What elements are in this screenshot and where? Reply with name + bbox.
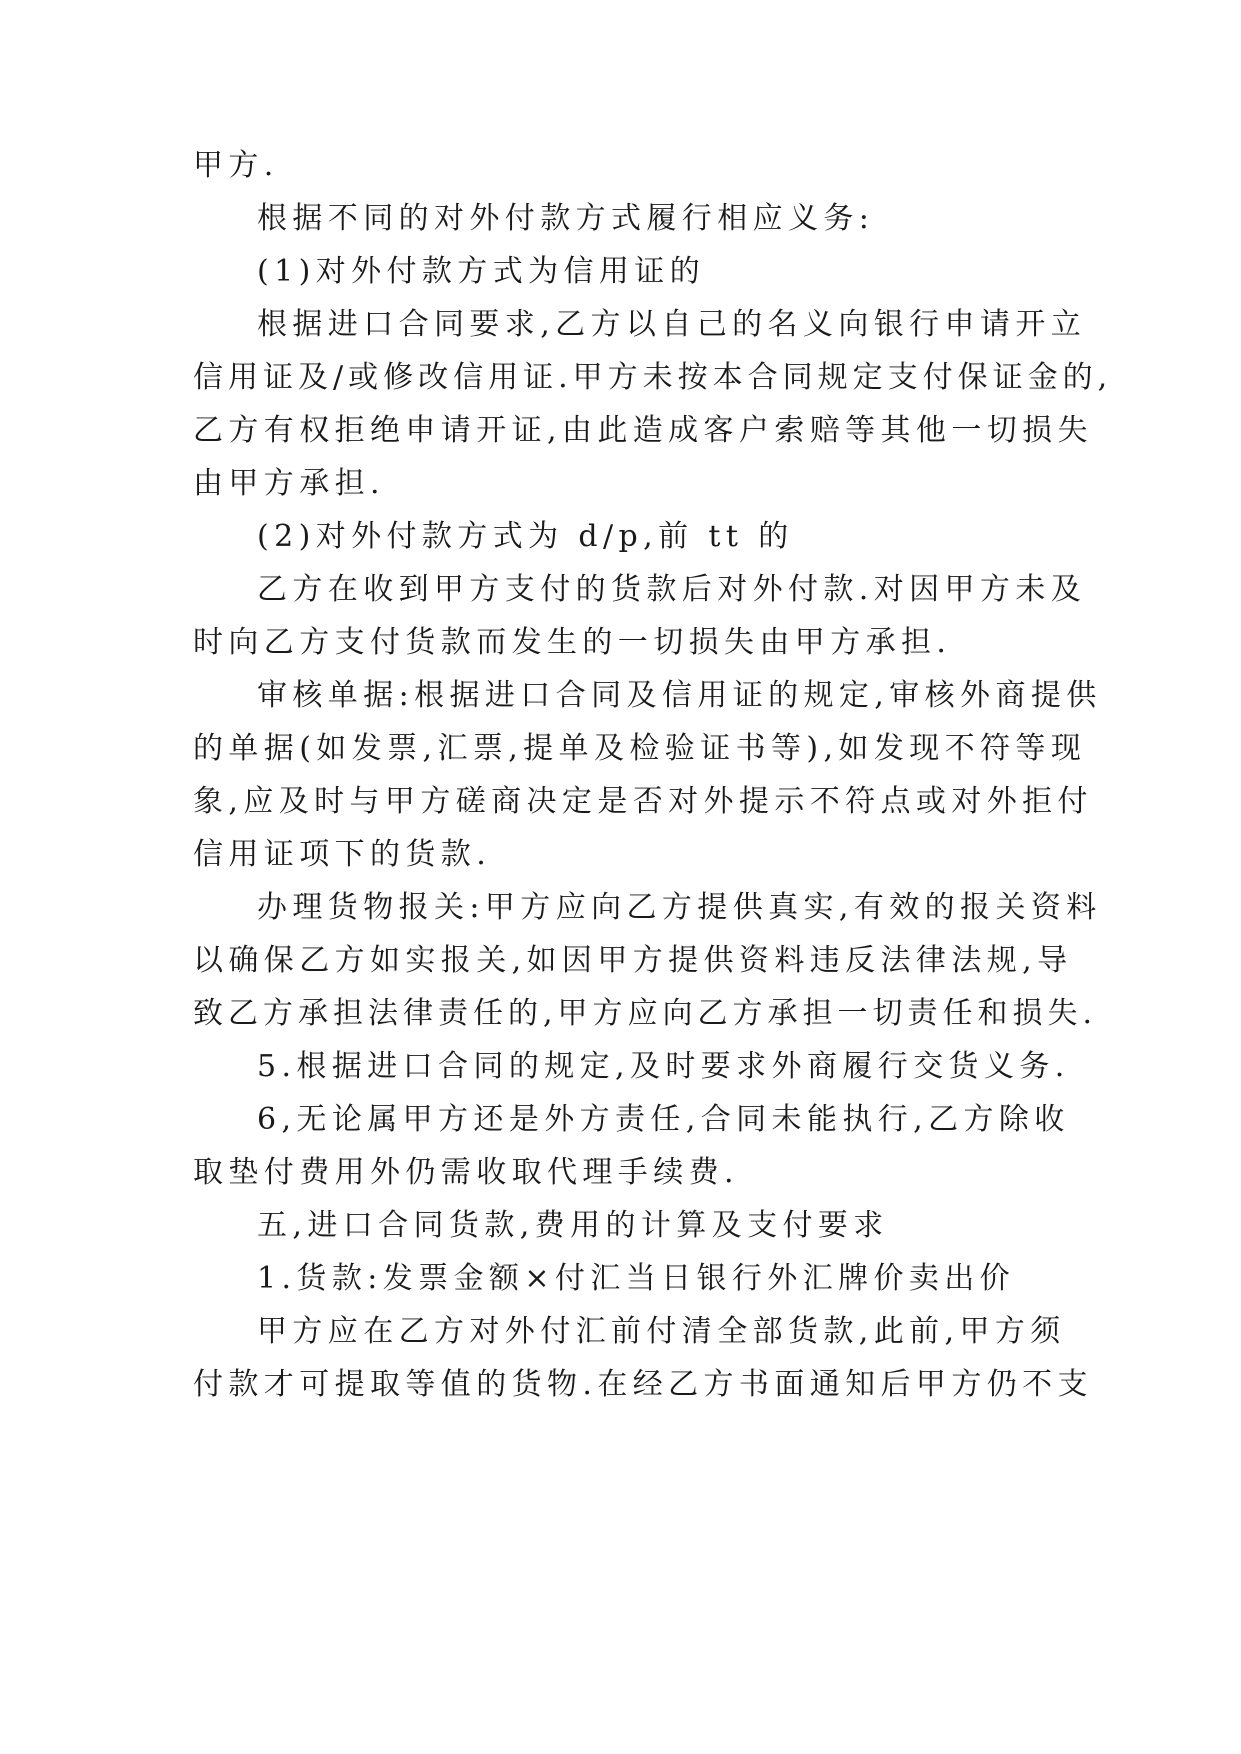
text-line: 付款才可提取等值的货物.在经乙方书面通知后甲方仍不支 [193, 1367, 1093, 1402]
text-line: 甲方. [193, 148, 279, 183]
text-line: 信用证项下的货款. [193, 837, 492, 872]
text-line: 以确保乙方如实报关,如因甲方提供资料违反法律法规,导 [193, 943, 1073, 978]
text-line: 乙方在收到甲方支付的货款后对外付款.对因甲方未及 [257, 572, 1087, 607]
text-line: 审核单据:根据进口合同及信用证的规定,审核外商提供 [257, 678, 1102, 713]
text-line: 取垫付费用外仍需收取代理手续费. [193, 1155, 739, 1190]
text-line: 致乙方承担法律责任的,甲方应向乙方承担一切责任和损失. [193, 996, 1098, 1031]
text-line: 根据不同的对外付款方式履行相应义务: [257, 201, 875, 236]
text-line: 甲方应在乙方对外付汇前付清全部货款,此前,甲方须 [257, 1314, 1066, 1349]
text-line: 根据进口合同要求,乙方以自己的名义向银行申请开立 [257, 307, 1087, 342]
text-line: 五,进口合同货款,费用的计算及支付要求 [257, 1208, 889, 1243]
text-line: 的单据(如发票,汇票,提单及检验证书等),如发现不符等现 [193, 731, 1087, 766]
text-line: 象,应及时与甲方磋商决定是否对外提示不符点或对外拒付 [193, 784, 1093, 819]
text-line: 时向乙方支付货款而发生的一切损失由甲方承担. [193, 625, 952, 660]
text-line: 信用证及/或修改信用证.甲方未按本合同规定支付保证金的, [193, 360, 1113, 395]
text-line: 办理货物报关:甲方应向乙方提供真实,有效的报关资料 [257, 890, 1102, 925]
text-line: 1.货款:发票金额×付汇当日银行外汇牌价卖出价 [257, 1261, 1016, 1296]
text-line: 乙方有权拒绝申请开证,由此造成客户索赔等其他一切损失 [193, 413, 1093, 448]
text-line: (1)对外付款方式为信用证的 [257, 254, 706, 289]
text-line: 5.根据进口合同的规定,及时要求外商履行交货义务. [257, 1049, 1070, 1084]
text-line: (2)对外付款方式为 d/p,前 tt 的 [257, 519, 794, 554]
text-line: 6,无论属甲方还是外方责任,合同未能执行,乙方除收 [257, 1102, 1070, 1137]
text-line: 由甲方承担. [193, 466, 385, 501]
